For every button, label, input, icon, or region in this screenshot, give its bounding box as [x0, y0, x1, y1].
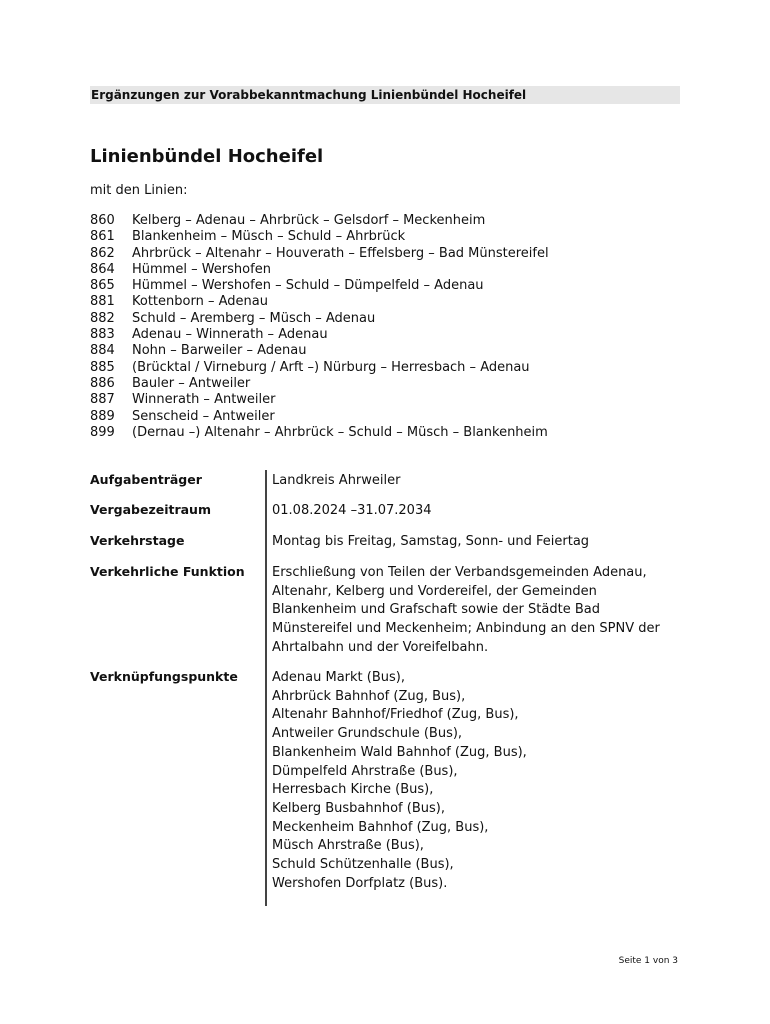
line-number: 886 — [90, 375, 115, 391]
stop-list — [272, 669, 682, 893]
line-route: Schuld – Aremberg – Müsch – Adenau — [132, 310, 376, 326]
line-route: Ahrbrück – Altenahr – Houverath – Effelsberg – Bad Münstereifel — [132, 245, 549, 261]
document-header: Ergänzungen zur Vorabbekanntmachung Linienbündel Hocheifel — [90, 86, 680, 104]
line-number: 861 — [90, 229, 115, 245]
line-row — [90, 360, 710, 376]
stop-item: Herresbach Kirche (Bus), — [272, 782, 434, 798]
stop-item: Altenahr Bahnhof/Friedhof (Zug, Bus), — [272, 707, 519, 723]
stop-item: Antweiler Grundschule (Bus), — [272, 726, 463, 742]
line-row — [90, 425, 710, 441]
stop-item: Blankenheim Wald Bahnhof (Zug, Bus), — [272, 744, 527, 760]
line-number: 899 — [90, 424, 115, 440]
line-number: 883 — [90, 327, 115, 343]
line-row — [90, 311, 710, 327]
info-value: Landkreis Ahrweiler — [272, 473, 401, 488]
stop-item: Wershofen Dorfplatz (Bus). — [272, 875, 448, 891]
stop-item: Schuld Schützenhalle (Bus), — [272, 857, 454, 873]
line-route: Hümmel – Wershofen – Schuld – Dümpelfeld – Adenau — [132, 278, 484, 294]
line-number: 889 — [90, 408, 115, 424]
stop-item: Meckenheim Bahnhof (Zug, Bus), — [272, 819, 489, 835]
line-row — [90, 376, 710, 392]
line-route: Hümmel – Wershofen — [132, 261, 271, 277]
line-row — [90, 278, 710, 294]
stop-item: Dümpelfeld Ahrstraße (Bus), — [272, 763, 458, 779]
line-row — [90, 262, 710, 278]
info-value: Erschließung von Teilen der Verbandsgemeinden Adenau, Altenahr, Kelberg und Vordereifel, der Gemeinden Blankenheim und Grafschaft sowie der Städte Bad Münstereifel und Meckenheim; Anbindung an den SPNV der Ahrtalbahn und der Voreifelbahn. — [272, 565, 660, 655]
line-row — [90, 213, 710, 229]
line-route: Blankenheim – Müsch – Schuld – Ahrbrück — [132, 229, 406, 245]
info-label: Verkehrliche Funktion — [90, 564, 245, 579]
line-number: 865 — [90, 278, 115, 294]
line-route: (Brücktal / Virneburg / Arft –) Nürburg – Herresbach – Adenau — [132, 359, 530, 375]
line-route: Winnerath – Antweiler — [132, 392, 276, 408]
line-route: Senscheid – Antweiler — [132, 408, 275, 424]
line-number: 862 — [90, 245, 115, 261]
line-route: Kottenborn – Adenau — [132, 294, 268, 310]
line-row — [90, 229, 710, 245]
info-value: 01.08.2024 –31.07.2034 — [272, 503, 432, 518]
line-route: Adenau – Winnerath – Adenau — [132, 327, 328, 343]
line-number: 887 — [90, 392, 115, 408]
line-row — [90, 246, 710, 262]
line-number: 860 — [90, 213, 115, 228]
line-route: Nohn – Barweiler – Adenau — [132, 343, 307, 359]
line-number: 885 — [90, 359, 115, 375]
line-row — [90, 327, 710, 343]
stop-item: Müsch Ahrstraße (Bus), — [272, 838, 424, 854]
line-route: (Dernau –) Altenahr – Ahrbrück – Schuld – Müsch – Blankenheim — [132, 424, 548, 440]
line-number: 864 — [90, 261, 115, 277]
line-number: 884 — [90, 343, 115, 359]
line-list — [90, 213, 710, 441]
line-row — [90, 409, 710, 425]
line-row — [90, 343, 710, 359]
line-row — [90, 294, 710, 310]
stop-item: Ahrbrück Bahnhof (Zug, Bus), — [272, 688, 466, 704]
info-label: Verknüpfungspunkte — [90, 669, 238, 684]
info-label: Aufgabenträger — [90, 472, 202, 487]
info-value: Montag bis Freitag, Samstag, Sonn- und Feiertag — [272, 534, 590, 549]
line-route: Kelberg – Adenau – Ahrbrück – Gelsdorf – Meckenheim — [132, 213, 486, 228]
page-number: Seite 1 von 3 — [618, 956, 678, 966]
page-title: Linienbündel Hocheifel — [90, 146, 324, 167]
info-label: Vergabezeitraum — [90, 502, 211, 517]
line-number: 882 — [90, 310, 115, 326]
line-row — [90, 392, 710, 408]
column-divider — [265, 470, 267, 906]
info-label: Verkehrstage — [90, 533, 185, 548]
line-route: Bauler – Antweiler — [132, 375, 251, 391]
line-number: 881 — [90, 294, 115, 310]
stop-item: Kelberg Busbahnhof (Bus), — [272, 800, 445, 816]
stop-item: Adenau Markt (Bus), — [272, 670, 405, 685]
intro-text: mit den Linien: — [90, 183, 188, 198]
